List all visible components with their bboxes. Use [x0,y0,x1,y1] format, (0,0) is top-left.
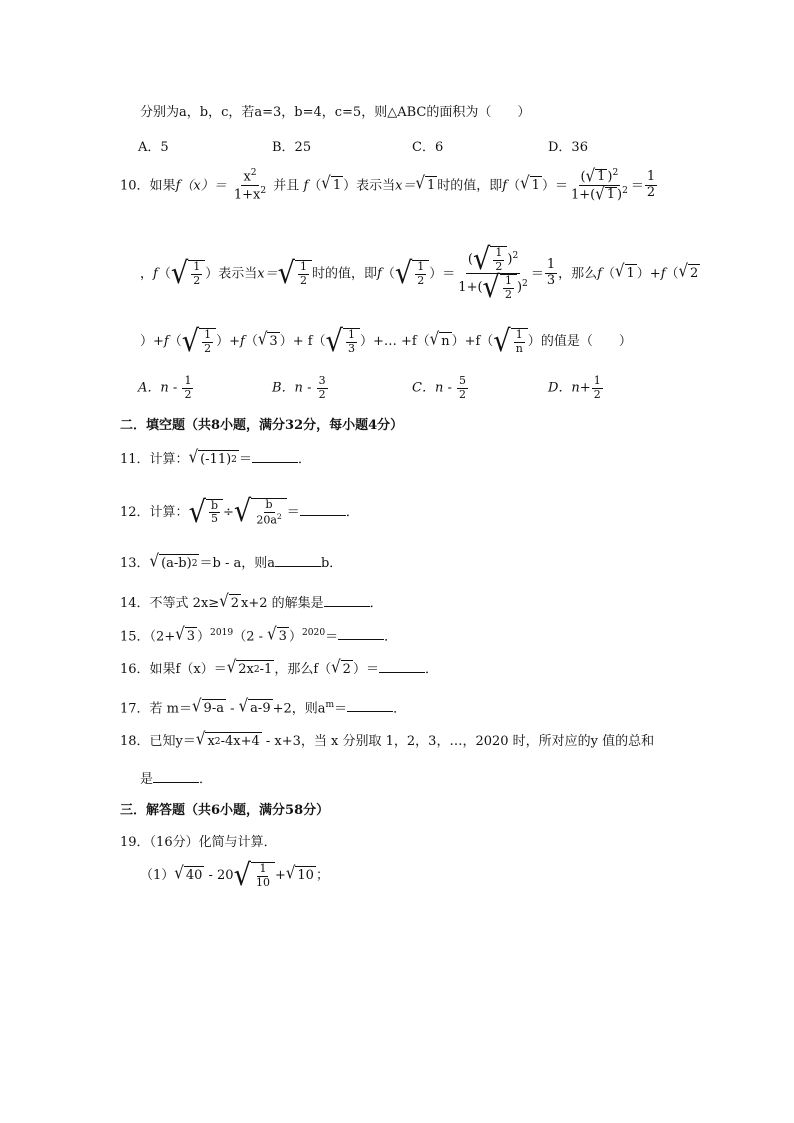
q9-text: 分别为a，b，c，若a=3，b=4，c=5，则△ABC的面积为（ ） [140,105,531,120]
q11: 11．计算： √ (-11) 2 ＝ ． [120,446,311,467]
q9-option-a: A．5 [138,140,169,155]
q18: 18．已知y＝ √ x 2 -4x+4 - x+3，当 x 分别取 1，2，3，…，2020 时，所对应的y 值的总和 [120,728,655,749]
q16: 16．如果f（x）＝ √ 2x 2 -1 ，那么f（ √ 2 ）＝ ． [120,656,438,677]
q9-option-d: D．36 [548,140,588,155]
q10-line1: 10．如果f（x）＝ $\frac{x^2}{1+x^2}$ 并且 f（ √ 1 ）表示当x＝ √ 1 时的值，即f（ √ 1 ）＝ ( √ 1 )$^2$ 1+( √ 1 )$^2$ ＝ $\frac{1}{2}$ [120,165,656,205]
q18-cont: 是 ． [140,772,213,787]
q10-line3: ）+f（ √ 1 2 ）+f（ √ 3 ）+ f（ √ 1 3 ）+… +f（ √ n ）+f（ √ 1 n ）的值是（ ） [140,324,632,359]
q17: 17．若 m＝ √ 9-a - √ a-9 +2，则$a^m=$ ． [120,695,407,717]
q10-option-c: C．n - $\frac{5}{2}$ [412,374,466,401]
q9-option-c: C．6 [412,140,444,155]
q12: 12．计算： √ b 5 ÷ √ b $20a^2$ ＝ ． [120,494,359,530]
q19: 19．（16分）化简与计算． [120,835,277,850]
section-3-heading: 三．解答题（共6小题，满分58分） [120,803,330,818]
q13: 13． √ (a-b) 2 ＝b - a，则a b． [120,550,343,571]
section-2-heading: 二．填空题（共8小题，满分32分，每小题4分） [120,418,404,433]
q9-option-b: B．25 [272,140,312,155]
q14: 14．不等式 2x≥ √ 2 x+2 的解集是 ． [120,590,383,611]
q10-line2: ，f（ √ 1 2 ）表示当x＝ √ 1 2 时的值，即f（ √ 1 2 ）＝ ( √ 1 2 )$^2$ 1+( √ 1 2 )$^2$ ＝ $\frac{1}{3}$ ，那么f（ √ 1 ）+f（ √ 2 [140,242,699,305]
q19-part1: （1） √ 40 - 20 √ 1 10 + √ 10 ； [140,858,329,893]
q10-option-b: B．n - $\frac{3}{2}$ [272,374,326,401]
q10-option-a: A．n - $\frac{1}{2}$ [138,374,192,401]
q15: 15．（2+ √ 3 ）$^{2019}$（2 - √ 3 ）$^{2020}$＝ ． [120,623,398,645]
q10-option-d: D．n+ $\frac{1}{2}$ [548,374,601,401]
